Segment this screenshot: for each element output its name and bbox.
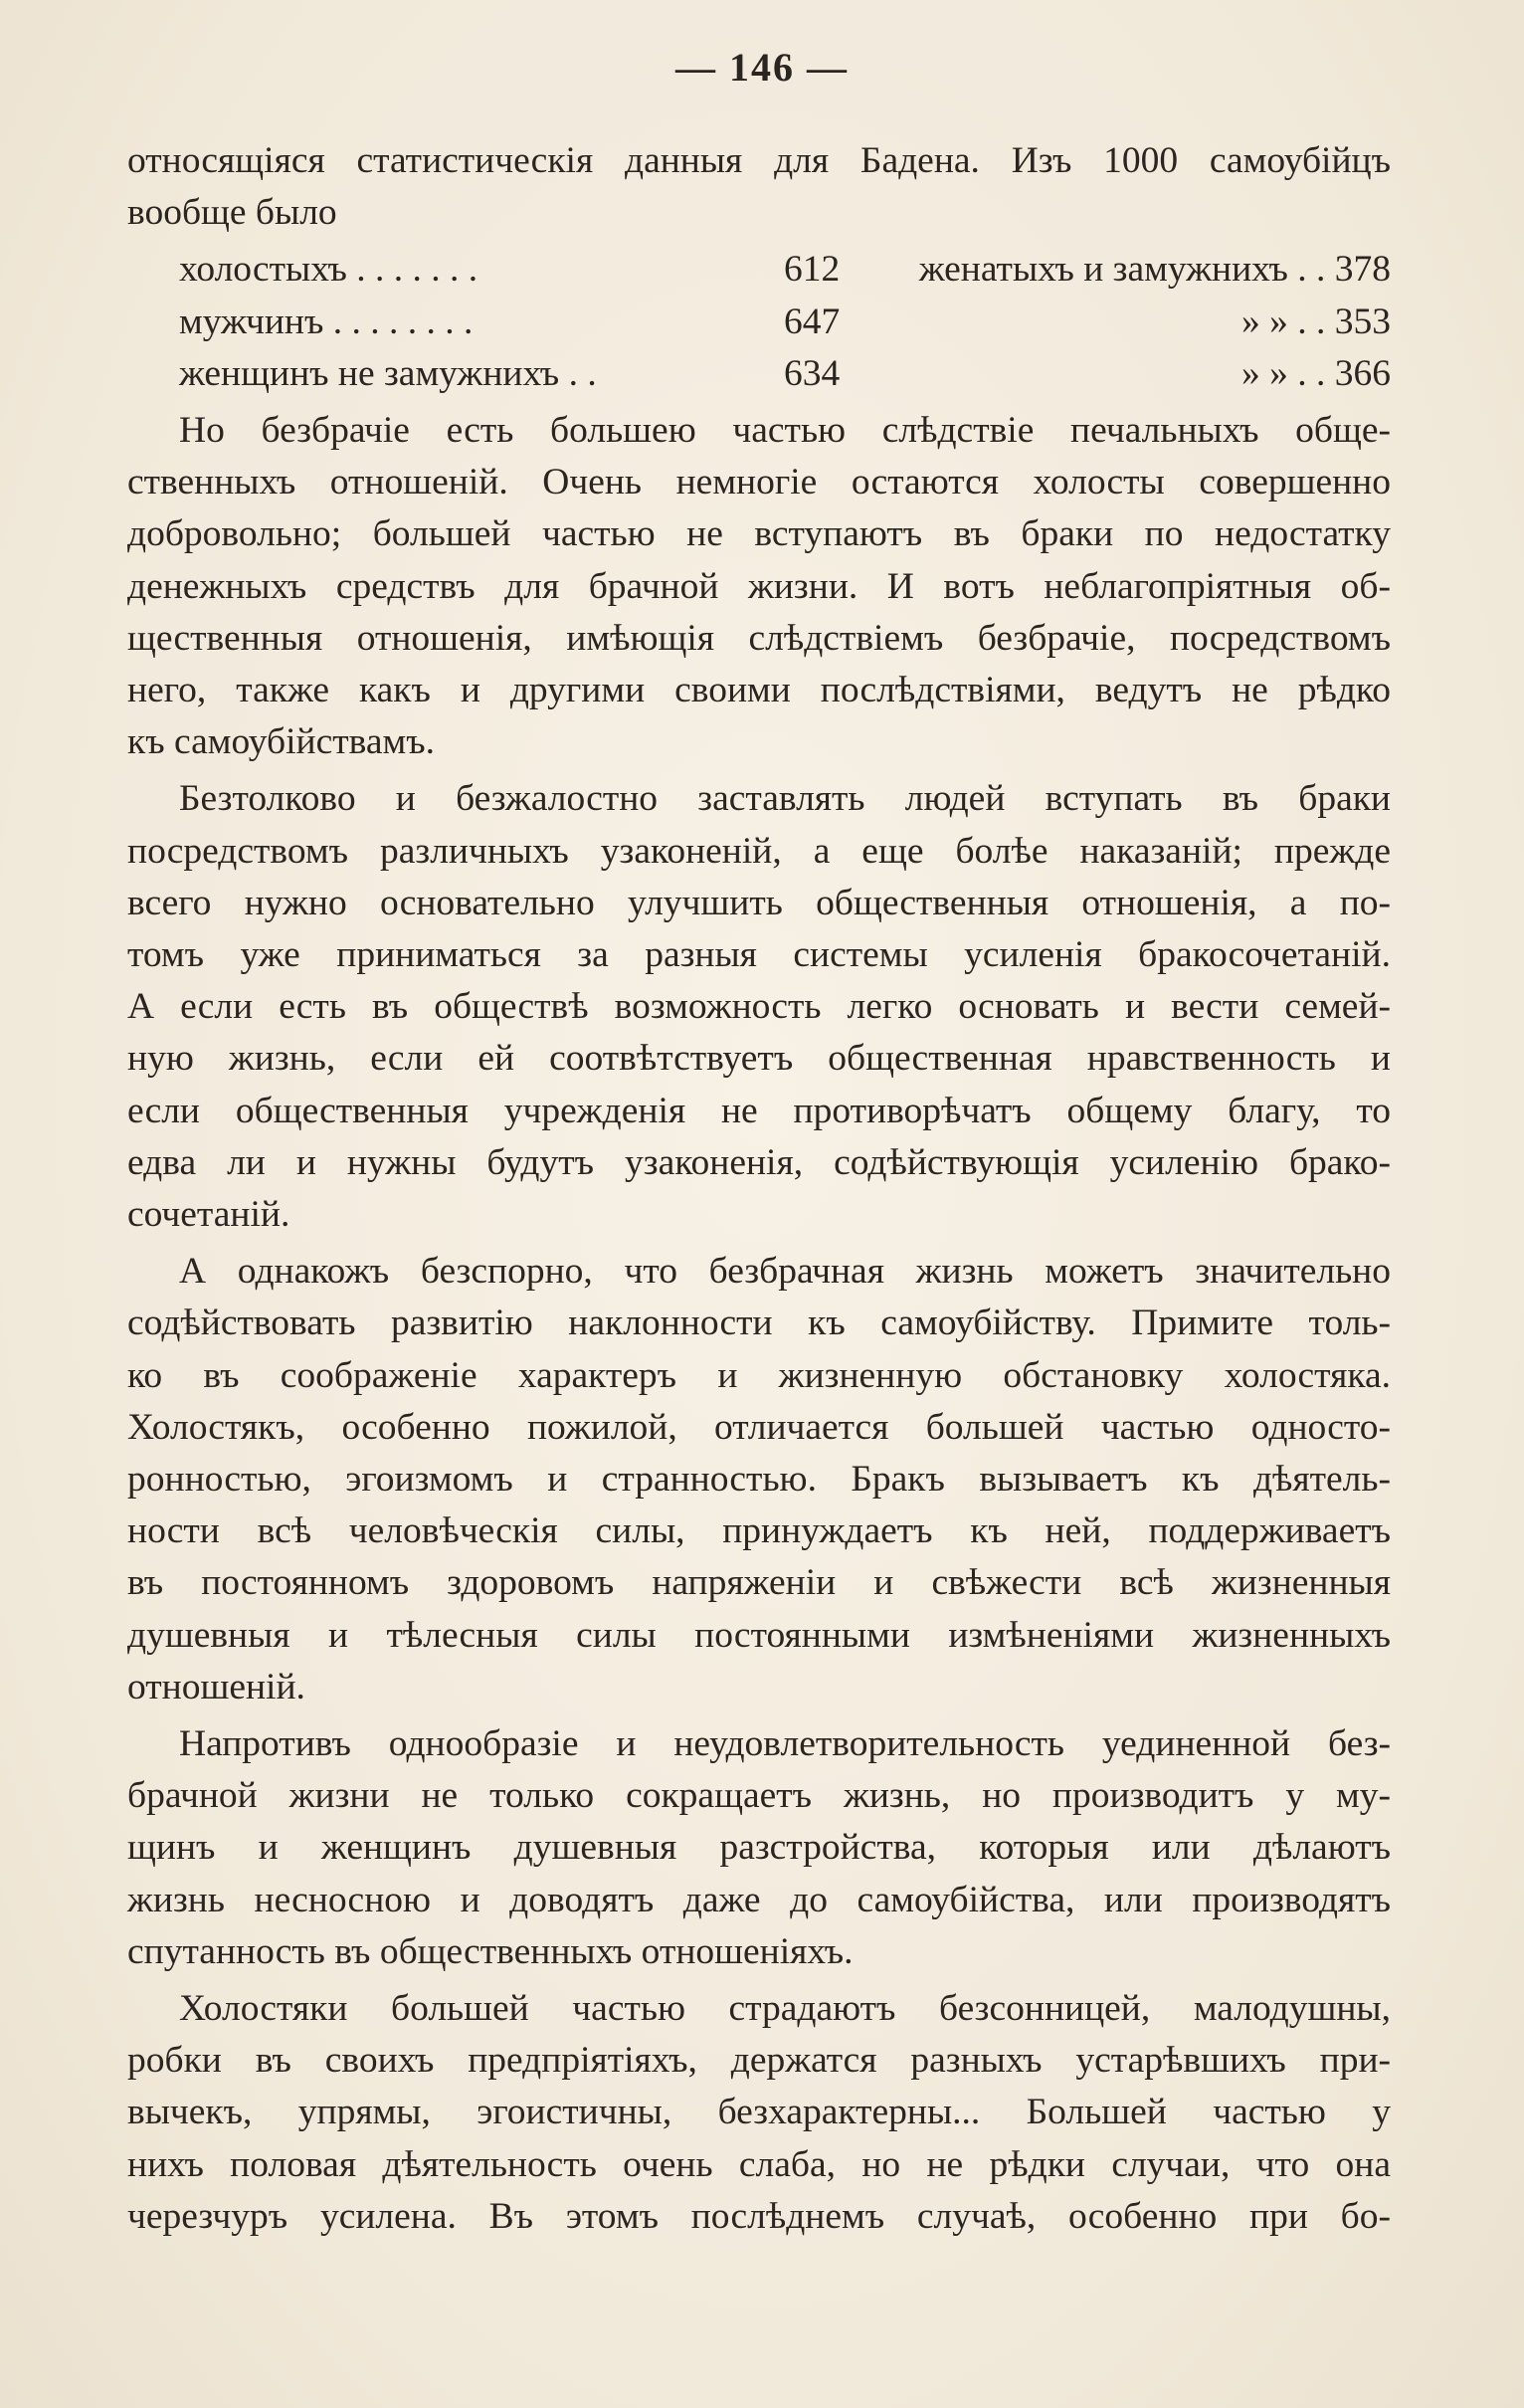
text-line: Напротивъ однообразіе и неудовлетворительность уединенной без- xyxy=(179,1723,1391,1765)
statistics-row xyxy=(127,297,1391,348)
intro-paragraph xyxy=(127,135,1391,239)
text-line: вообще было xyxy=(127,192,337,234)
statistics-table xyxy=(127,244,1391,400)
paragraph xyxy=(127,405,1391,768)
text-line: въ постоянномъ здоровомъ напряженіи и свѣжести всѣ жизненныя xyxy=(127,1562,1391,1604)
text-line: едва ли и нужны будутъ узаконенія, содѣйствующія усиленію брако- xyxy=(127,1141,1391,1183)
text-line: вычекъ, упрямы, эгоистичны, безхарактерны... Большей частью у xyxy=(127,2092,1391,2133)
paragraph xyxy=(127,1718,1391,1978)
text-line: Но безбрачіе есть большею частью слѣдствіе печальныхъ обще- xyxy=(179,409,1391,451)
text-line: щинъ и женщинъ душевныя разстройства, которыя или дѣлаютъ xyxy=(127,1827,1391,1869)
text-line: ную жизнь, если ей соотвѣтствуетъ общественная нравственность и xyxy=(127,1038,1391,1080)
text-line: брачной жизни не только сокращаетъ жизнь, но производитъ у му- xyxy=(127,1775,1391,1817)
text-line: относящіяся статистическія данныя для Бадена. Изъ 1000 самоубійцъ xyxy=(127,140,1391,181)
text-line: денежныхъ средствъ для брачной жизни. И вотъ неблагопріятныя об- xyxy=(127,565,1391,607)
text-line: отношеній. xyxy=(127,1666,305,1707)
statistics-comparison: » » . . 353 xyxy=(1241,301,1391,342)
text-line: черезчуръ усилена. Въ этомъ послѣднемъ случаѣ, особенно при бо- xyxy=(127,2195,1391,2237)
text-line: посредствомъ различныхъ узаконеній, а еще болѣе наказаній; прежде xyxy=(127,830,1391,872)
statistics-row xyxy=(127,244,1391,296)
text-line: щественныя отношенія, имѣющія слѣдствіемъ безбрачіе, посредствомъ xyxy=(127,617,1391,659)
paragraph xyxy=(127,1983,1391,2243)
paragraph xyxy=(127,1246,1391,1713)
statistics-comparison: женатыхъ и замужнихъ . . 378 xyxy=(918,249,1391,291)
statistics-label: холостыхъ . . . . . . . xyxy=(179,249,478,291)
statistics-count: 647 xyxy=(784,301,841,342)
text-line: ности всѣ человѣческія силы, принуждаетъ къ ней, поддерживаетъ xyxy=(127,1510,1391,1552)
text-line: ственныхъ отношеній. Очень немногіе остаются холосты совершенно xyxy=(127,462,1391,503)
text-line: робки въ своихъ предпріятіяхъ, держатся разныхъ устарѣвшихъ при- xyxy=(127,2040,1391,2082)
text-line: спутанность въ общественныхъ отношеніяхъ. xyxy=(127,1930,854,1972)
text-line: томъ уже приниматься за разныя системы усиленія бракосочетаній. xyxy=(127,934,1391,975)
text-line: Холостяки большей частью страдаютъ безсонницей, малодушны, xyxy=(179,1988,1391,2030)
text-line: сочетаній. xyxy=(127,1194,290,1236)
text-line: добровольно; большей частью не вступаютъ въ браки по недостатку xyxy=(127,513,1391,555)
statistics-count: 634 xyxy=(784,352,841,394)
text-line: А если есть въ обществѣ возможность легко основать и вести семей- xyxy=(127,986,1391,1028)
statistics-label: мужчинъ . . . . . . . . xyxy=(179,301,474,342)
text-line: ронностью, эгоизмомъ и странностью. Бракъ вызываетъ къ дѣятель- xyxy=(127,1459,1391,1501)
statistics-comparison: » » . . 366 xyxy=(1241,352,1391,394)
text-line: жизнь несносною и доводятъ даже до самоубійства, или производятъ xyxy=(127,1879,1391,1920)
text-line: если общественныя учрежденія не противорѣчатъ общему благу, то xyxy=(127,1090,1391,1131)
text-line: всего нужно основательно улучшить общественныя отношенія, а по- xyxy=(127,882,1391,923)
text-line: къ самоубійствамъ. xyxy=(127,721,435,763)
page-number: — 146 — xyxy=(675,45,849,90)
text-line: нихъ половая дѣятельность очень слаба, но не рѣдки случаи, что она xyxy=(127,2143,1391,2185)
statistics-count: 612 xyxy=(784,249,841,291)
text-line: А однакожъ безспорно, что безбрачная жизнь можетъ значительно xyxy=(179,1251,1391,1293)
text-line: него, также какъ и другими своими послѣдствіями, ведутъ не рѣдко xyxy=(127,669,1391,710)
statistics-row xyxy=(127,348,1391,400)
text-line: ко въ соображеніе характеръ и жизненную обстановку холостяка. xyxy=(127,1354,1391,1396)
statistics-label: женщинъ не замужнихъ . . xyxy=(179,352,597,394)
text-line: содѣйствовать развитію наклонности къ самоубійству. Примите толь- xyxy=(127,1303,1391,1344)
body-text xyxy=(127,135,1391,2248)
text-line: Холостякъ, особенно пожилой, отличается большей частью односто- xyxy=(127,1406,1391,1448)
text-line: Безтолково и безжалостно заставлять людей вступать въ браки xyxy=(179,778,1391,820)
text-line: душевныя и тѣлесныя силы постоянными измѣненіями жизненныхъ xyxy=(127,1614,1391,1656)
paragraph xyxy=(127,773,1391,1241)
